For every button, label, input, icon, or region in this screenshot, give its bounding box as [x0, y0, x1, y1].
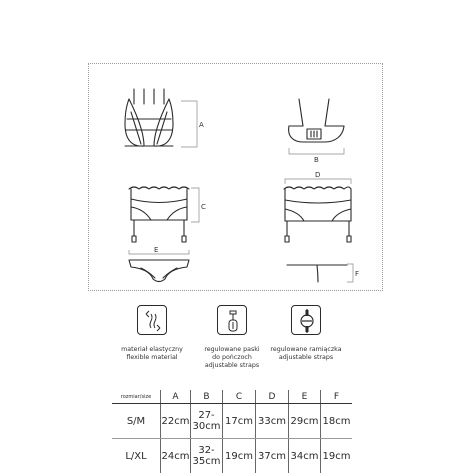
feature-line: adjustable straps [182, 362, 282, 370]
value-cell: 37cm [256, 439, 289, 473]
garter-belt-front-sketch [129, 187, 189, 242]
feature-line: do pończoch [182, 354, 282, 362]
dimension-label-c: C [201, 203, 206, 211]
feature-line: flexible material [102, 354, 202, 362]
value-cell: 32-35cm [191, 439, 223, 473]
bra-back-sketch [289, 99, 344, 142]
dimension-label-d: D [315, 171, 320, 179]
garter-clip-icon [217, 305, 247, 335]
value-cell: 19cm [223, 439, 256, 473]
garter-belt-back-sketch [284, 187, 351, 242]
bra-front-sketch [125, 89, 173, 146]
feature-line: adjustable straps [256, 354, 356, 362]
product-sketches [89, 64, 384, 292]
size-cell: L/XL [112, 439, 161, 473]
value-cell: 33cm [256, 404, 289, 439]
dimension-label-a: A [199, 121, 204, 129]
thong-front-sketch [129, 260, 189, 282]
strap-adjuster-icon [291, 305, 321, 335]
value-cell: 29cm [289, 404, 321, 439]
dimension-label-e: E [154, 246, 158, 254]
header-d: D [256, 390, 289, 404]
feature-line: regulowane paski [182, 346, 282, 354]
feature-line: regulowane ramiączka [256, 346, 356, 354]
feature-line: materiał elastyczny [102, 346, 202, 354]
size-cell: S/M [112, 404, 161, 439]
header-e: E [289, 390, 321, 404]
value-cell: 17cm [223, 404, 256, 439]
value-cell: 34cm [289, 439, 321, 473]
header-a: A [161, 390, 191, 404]
table-row [112, 439, 352, 473]
size-table [112, 390, 352, 473]
header-c: C [223, 390, 256, 404]
header-size: rozmiar/size [112, 390, 161, 404]
thong-back-sketch [287, 265, 347, 282]
value-cell: 18cm [321, 404, 353, 439]
header-f: F [321, 390, 353, 404]
feature-shoulder-straps [256, 305, 356, 362]
dimension-label-f: F [355, 270, 359, 278]
value-cell: 24cm [161, 439, 191, 473]
value-cell: 27-30cm [191, 404, 223, 439]
size-table-header [112, 390, 352, 404]
dimension-label-b: B [314, 156, 319, 164]
stretch-icon [137, 305, 167, 335]
value-cell: 22cm [161, 404, 191, 439]
header-b: B [191, 390, 223, 404]
table-row [112, 404, 352, 439]
value-cell: 19cm [321, 439, 353, 473]
product-diagram [88, 63, 383, 291]
dimension-guides [129, 101, 353, 282]
